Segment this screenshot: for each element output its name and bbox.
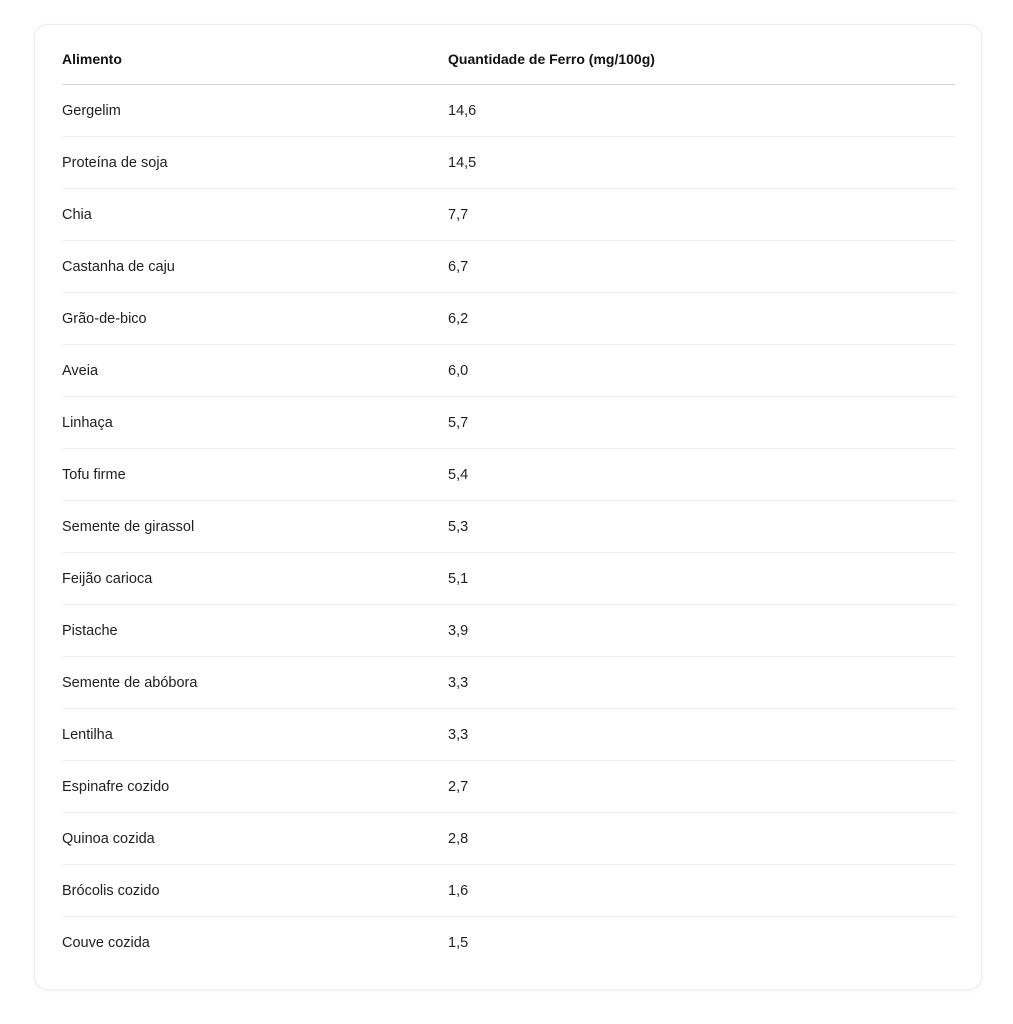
iron-value-cell: 7,7 (448, 206, 469, 223)
food-name-cell: Brócolis cozido (62, 882, 160, 899)
table-row (62, 501, 955, 553)
iron-value-cell: 14,6 (448, 102, 477, 119)
table-row (62, 449, 955, 501)
table-row (62, 293, 955, 345)
iron-value-cell: 3,3 (448, 726, 469, 743)
food-name-cell: Lentilha (62, 726, 113, 743)
iron-value-cell: 5,4 (448, 466, 469, 483)
iron-value-cell: 5,3 (448, 518, 469, 535)
food-name-cell: Pistache (62, 622, 118, 639)
food-name-cell: Gergelim (62, 102, 121, 119)
iron-value-cell: 14,5 (448, 154, 477, 171)
table-row (62, 605, 955, 657)
iron-value-cell: 5,1 (448, 570, 469, 587)
iron-value-cell: 1,5 (448, 935, 469, 951)
iron-value-cell: 6,0 (448, 362, 469, 379)
iron-content-table (62, 33, 955, 969)
iron-value-cell: 3,3 (448, 674, 469, 691)
table-row (62, 657, 955, 709)
food-name-cell: Semente de abóbora (62, 674, 198, 691)
table-row (62, 189, 955, 241)
column-header-food: Alimento (62, 50, 122, 67)
food-name-cell: Linhaça (62, 414, 113, 431)
food-name-cell: Quinoa cozida (62, 830, 155, 847)
table-row (62, 137, 955, 189)
table-body (62, 85, 955, 969)
table-row (62, 397, 955, 449)
iron-value-cell: 5,7 (448, 414, 469, 431)
food-name-cell: Semente de girassol (62, 518, 195, 535)
food-name-cell: Aveia (62, 362, 99, 379)
table-header-row (62, 33, 955, 85)
iron-value-cell: 6,2 (448, 310, 469, 327)
food-name-cell: Proteína de soja (62, 154, 168, 171)
table-row (62, 553, 955, 605)
table-row (62, 345, 955, 397)
table-row (62, 865, 955, 917)
table-row (62, 813, 955, 865)
food-name-cell: Castanha de caju (62, 258, 175, 275)
iron-value-cell: 1,6 (448, 882, 469, 899)
food-name-cell: Tofu firme (62, 466, 126, 483)
iron-value-cell: 2,8 (448, 830, 469, 847)
food-name-cell: Espinafre cozido (62, 778, 170, 795)
table-card (34, 24, 982, 990)
column-header-iron: Quantidade de Ferro (mg/100g) (448, 50, 655, 67)
iron-value-cell: 3,9 (448, 622, 469, 639)
table-row (62, 917, 955, 969)
food-name-cell: Chia (62, 206, 92, 223)
food-name-cell: Couve cozida (62, 935, 150, 951)
table-row (62, 85, 955, 137)
table-row (62, 241, 955, 293)
food-name-cell: Feijão carioca (62, 570, 153, 587)
table-row (62, 709, 955, 761)
table-row (62, 761, 955, 813)
iron-value-cell: 2,7 (448, 778, 469, 795)
iron-value-cell: 6,7 (448, 258, 469, 275)
food-name-cell: Grão-de-bico (62, 310, 147, 327)
